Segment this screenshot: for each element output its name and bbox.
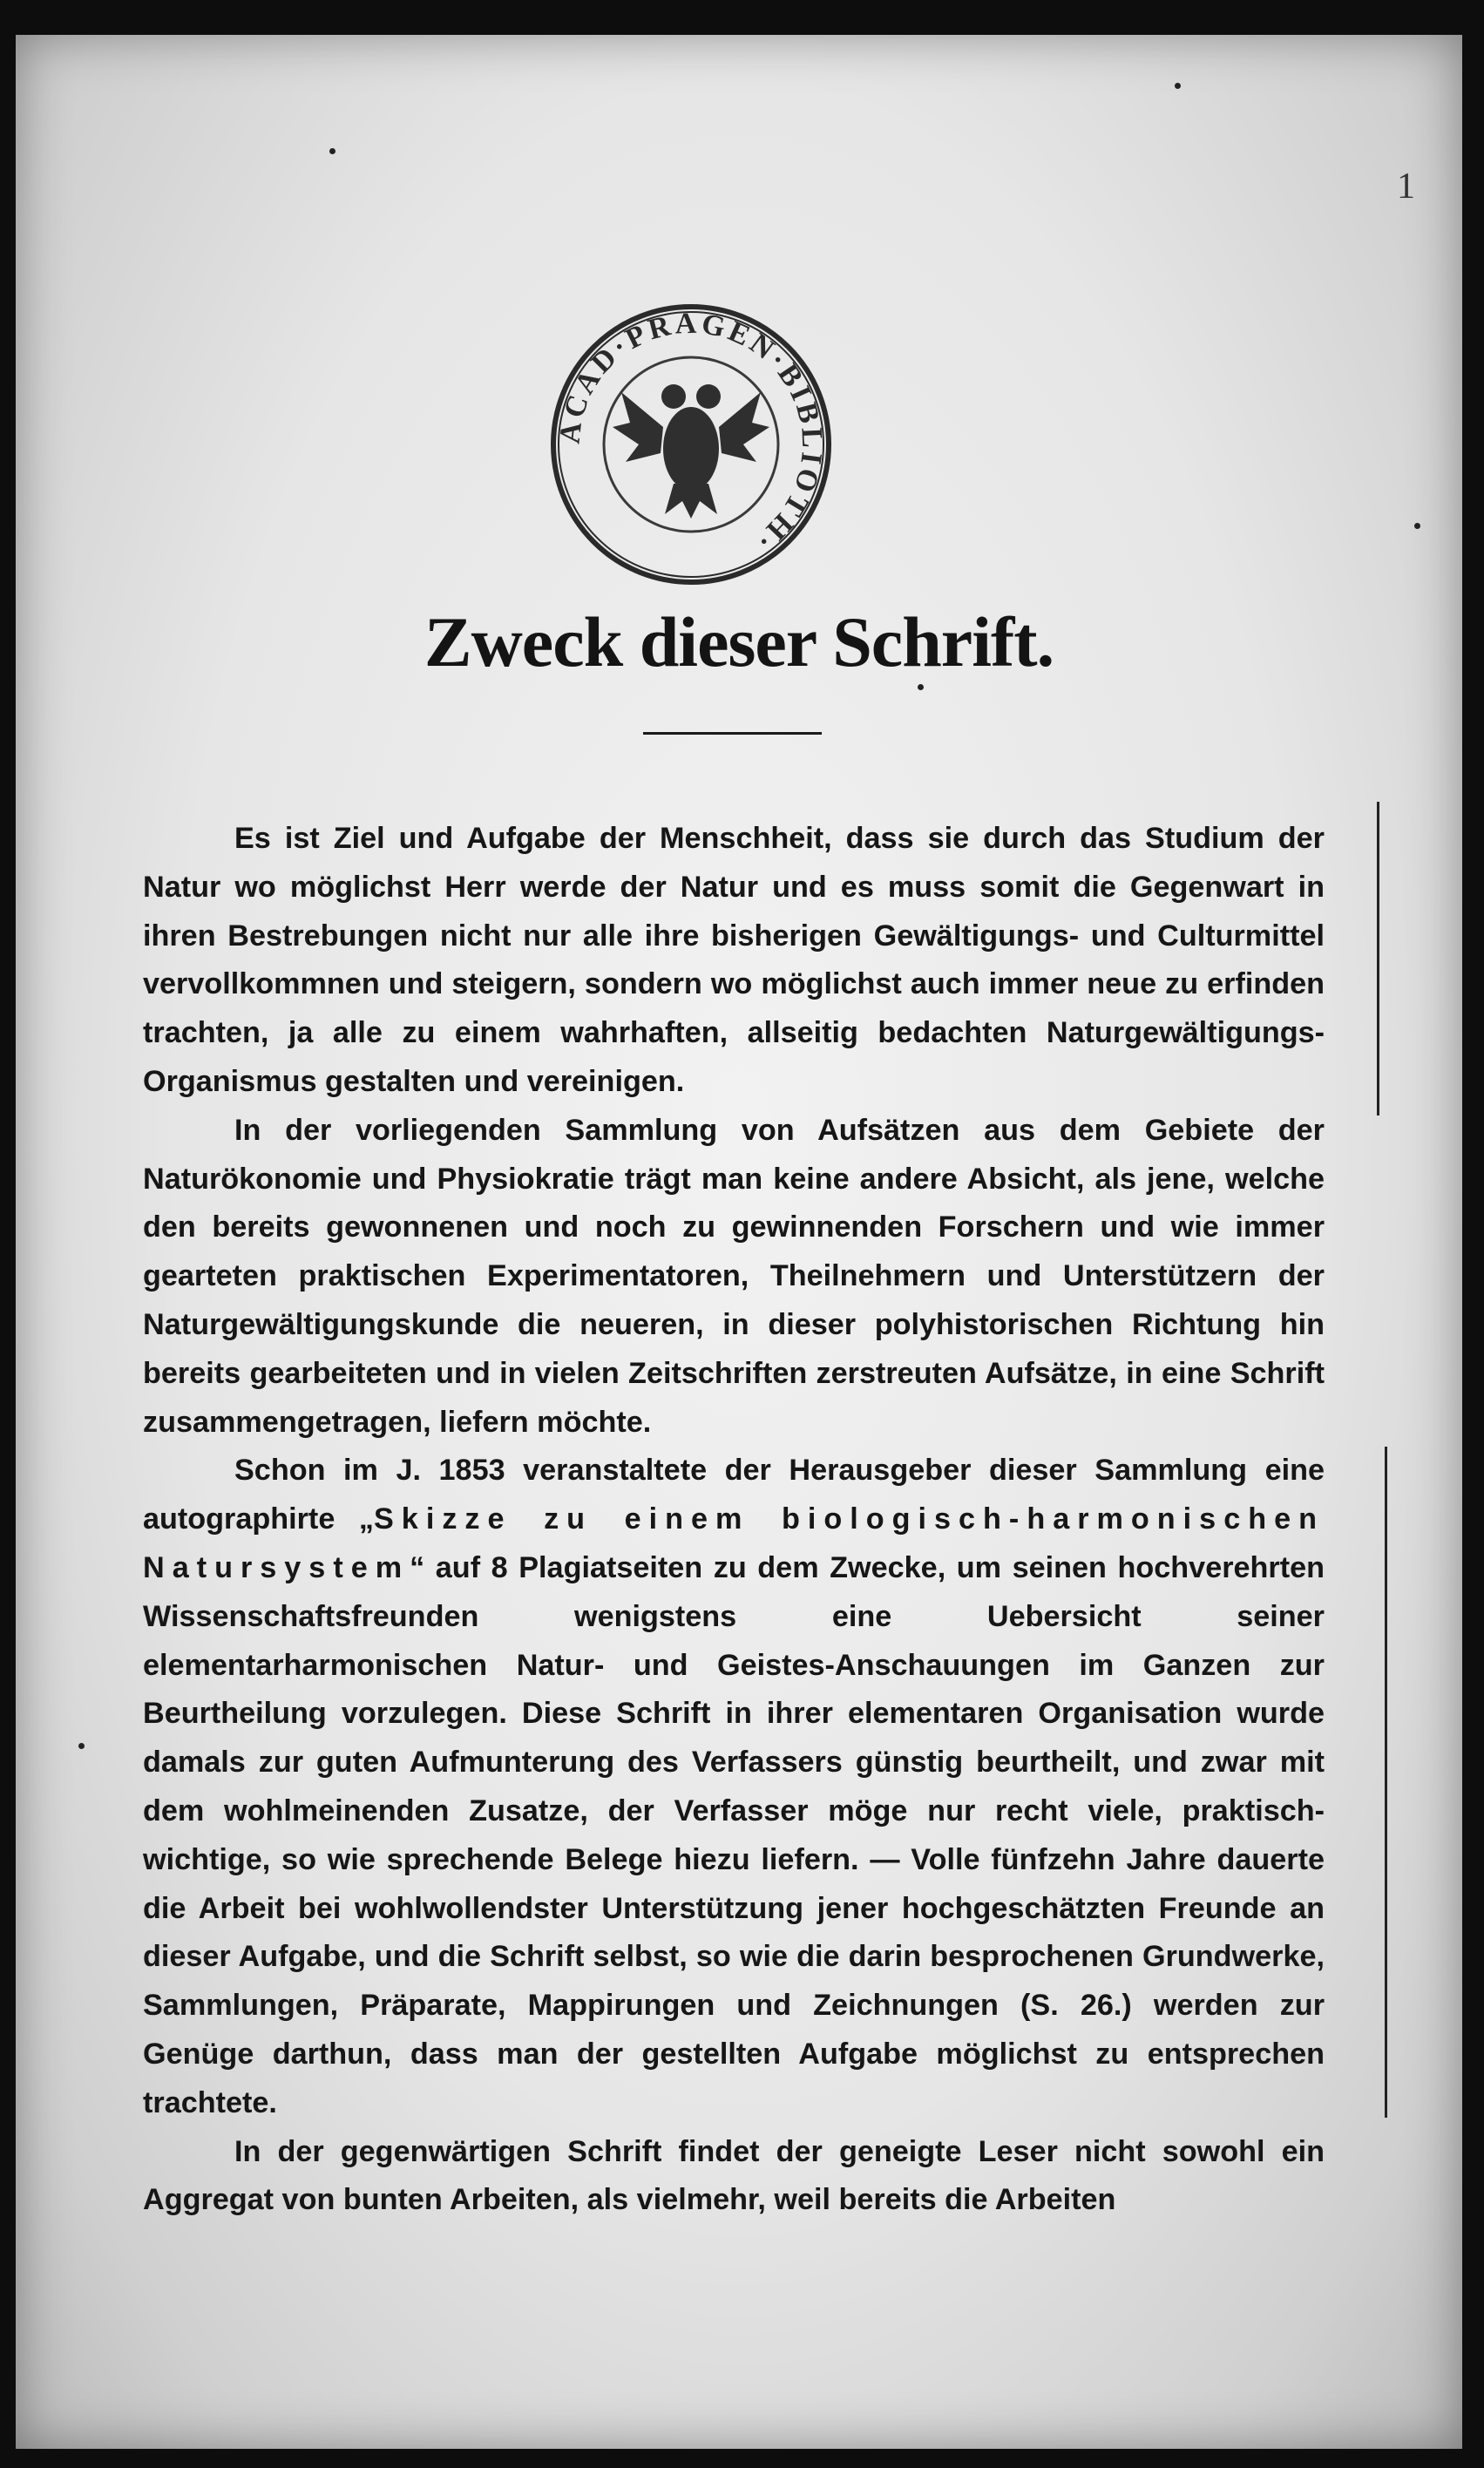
document-page <box>16 35 1462 2449</box>
paragraph-text: “ auf 8 Plagiatseiten zu dem Zwecke, um seinen hochverehrten Wissenschaftsfreunden wenigstens eine Uebersicht seiner elementarharmonischen Natur- und Geistes-Anschauungen im Ganzen zur Beurtheilung vorzulegen. Diese Schrift in ihrer elementaren Organisation wurde damals zur guten Aufmunterung des Verfassers günstig beurtheilt, und zwar mit dem wohlmeinenden Zusatze, der Verfasser möge nur recht viele, praktisch-wichtige, so wie sprechende Belege hiezu liefern. — Volle fünfzehn Jahre dauerte die Arbeit bei wohlwollendster Unterstützung jener hochgeschätzten Freunde an dieser Aufgabe, und die Schrift selbst, so wie die darin besprochenen Grundwerke, Sammlungen, Präparate, Mappirungen und Zeichnungen (S. 26.) werden zur Genüge darthun, dass man der gestellten Aufgabe möglichst zu entsprechen trachtete. <box>143 1550 1325 2119</box>
spaced-title: Skizze zu einem biologisch-harmonischen Natursystem <box>143 1502 1325 1584</box>
paragraph-text: In der gegenwärtigen Schrift findet der geneigte Leser nicht sowohl ein Aggregat von bunten Arbeiten, als vielmehr, weil bereits die Arbeiten <box>143 2134 1325 2217</box>
paragraph-2 <box>143 1107 1325 1448</box>
eagle-emblem-icon <box>613 384 769 519</box>
page-title: Zweck dieser Schrift. <box>424 602 1054 681</box>
stamp-text: ACAD·PRAGEN·BIBLIOTH· <box>553 307 829 559</box>
margin-marker-line <box>1377 802 1379 1115</box>
ink-speck <box>329 148 335 154</box>
paragraph-3 <box>143 1447 1325 2127</box>
library-stamp <box>543 296 839 593</box>
paragraph-1 <box>143 815 1325 1107</box>
title-rule <box>643 732 822 735</box>
paragraph-text: In der vorliegenden Sammlung von Aufsätzen aus dem Gebiete der Naturökonomie und Physiokratie trägt man keine andere Absicht, als jene, welche den bereits gewonnenen und noch zu gewinnenden Forschern und wie immer gearteten praktischen Experimentatoren, Theilnehmern und Unterstützern der Naturgewältigungskunde die neueren, in dieser polyhistorischen Richtung hin bereits gearbeiteten und in vielen Zeitschriften zerstreuten Aufsätze, in eine Schrift zusammengetragen, liefern möchte. <box>143 1113 1325 1439</box>
ink-speck <box>1414 523 1420 529</box>
ink-speck <box>1175 83 1181 89</box>
paragraph-4 <box>143 2128 1325 2226</box>
margin-marker-line <box>1385 1447 1387 2118</box>
ink-speck <box>918 684 924 690</box>
paragraph-text: Schon im J. 1853 veranstaltete der Herausgeber dieser Sammlung eine autographirte „ <box>143 1454 1325 1536</box>
ink-speck <box>78 1743 85 1749</box>
page-number-mark: 1 <box>1397 166 1417 207</box>
paragraph-text: Es ist Ziel und Aufgabe der Menschheit, dass sie durch das Studium der Natur wo möglichst Herr werde der Natur und es muss somit die Gegenwart in ihren Bestrebungen nicht nur alle ihre bisherigen Gewältigungs- und Culturmittel vervollkommnen und steigern, sondern wo möglichst auch immer neue zu erfinden trachten, ja alle zu einem wahrhaften, allseitig bedachten Naturgewältigungs-Organismus gestalten und vereinigen. <box>143 822 1325 1098</box>
body-text <box>143 815 1325 2225</box>
